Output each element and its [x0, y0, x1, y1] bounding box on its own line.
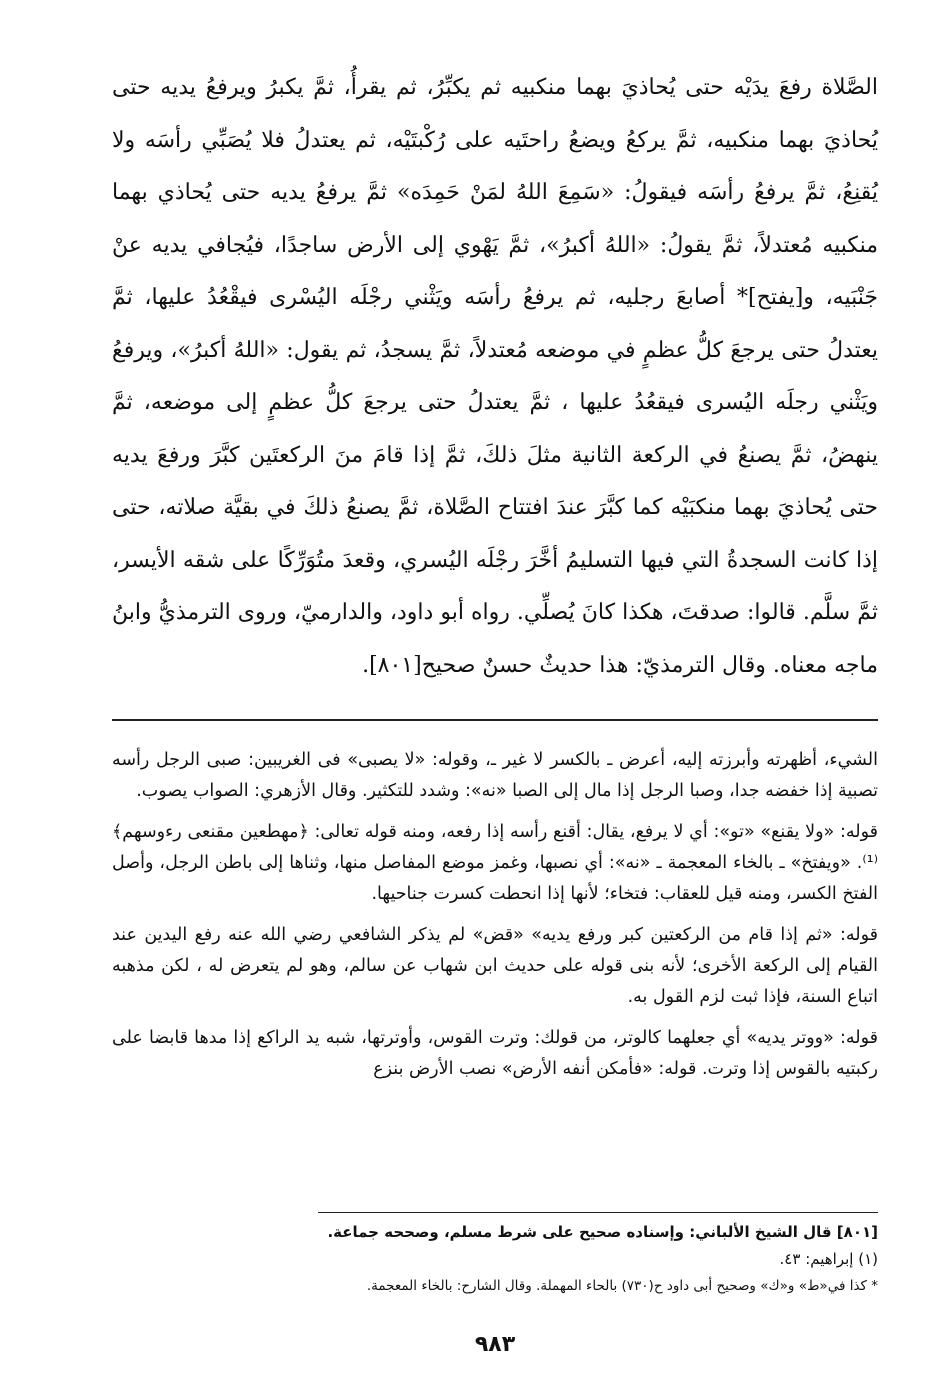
main-text-block: [112, 62, 878, 692]
footnotes-block: [112, 1212, 878, 1300]
commentary-block: [112, 745, 878, 1095]
footnote-hadith-reference: [٨٠١] قال الشيخ الألباني: وإسناده صحيح على شرط مسلم، وصححه جماعة.: [327, 1223, 878, 1241]
commentary-paragraph-2: قوله: «ولا يقنع» «تو»: أي لا يرفع، يقال: أقنع رأسه إذا رفعه، ومنه قوله تعالى: ﴿مهطعين مقنعى رءوسهم﴾⁽¹⁾. «ويفتخ» ـ بالخاء المعجمة ـ «نه»: أي نصبها، وغمز موضع المفاصل منها، وثناها إلى باطن الرجل، وأصل الفتخ الكسر، ومنه قيل للعقاب: فتخاء؛ لأنها إذا انحطت كسرت جناحيها.: [112, 822, 878, 904]
main-paragraph: الصَّلاة رفعَ يدَيْه حتى يُحاذيَ بهما منكبيه ثم يكبِّرُ، ثم يقرأُ، ثمَّ يكبرُ ويرفعُ يديه حتى يُحاذيَ بهما منكبيه، ثمَّ يركعُ ويضعُ راحتَيه على رُكْبتَيْه، ثم يعتدلُ فلا يُصَبِّي رأسَه ولا يُقنِعُ، ثمَّ يرفعُ رأسَه فيقولُ: «سَمِعَ اللهُ لمَنْ حَمِدَه» ثمَّ يرفعُ يديه حتى يُحاذي بهما منكبيه مُعتدلاً، ثمَّ يقولُ: «اللهُ أكبرُ»، ثمَّ يَهْوي إلى الأرض ساجدًا، فيُجافي يديه عنْ جَنْبَيه، و[يفتح]* أصابعَ رجليه، ثم يرفعُ رأسَه ويَثْني رجْلَه اليُسْرى فيقْعُدُ عليها، ثمَّ يعتدلُ حتى يرجعَ كلُّ عظمٍ في موضعه مُعتدلاً، ثمَّ يسجدُ، ثم يقول: «اللهُ أكبرُ»، ويرفعُ ويَثْني رجلَه اليُسرى فيقعُدُ عليها ، ثمَّ يعتدلُ حتى يرجعَ كلُّ عظمٍ إلى موضعه، ثمَّ ينهضُ، ثمَّ يصنعُ في الركعة الثانية مثلَ ذلكَ، ثمَّ إذا قامَ منَ الركعتَين كبَّرَ ورفعَ يديه حتى يُحاذيَ بهما منكبَيْه كما كبَّرَ عندَ افتتاح الصَّلاة، ثمَّ يصنعُ ذلكَ في بقيَّة صلاته، حتى إذا كانت السجدةُ التي فيها التسليمُ أخَّرَ رجْلَه اليُسري، وقعدَ متُوَرِّكًا على شقه الأيسر، ثمَّ سلَّم. قالوا: صدقتَ، هكذا كانَ يُصلِّي. رواه أبو داود، والدارميّ، وروى الترمذيُّ وابنُ ماجه معناه. وقال الترمذيّ: هذا حديثٌ حسنٌ صحيح[٨٠١].: [112, 75, 878, 678]
footnote-variant-note: * كذا في«ط» و«ك» وصحيح أبى داود ح(٧٣٠) بالحاء المهملة. وقال الشارح: بالخاء المعجمة.: [366, 1278, 878, 1294]
footnote-rule: [318, 1212, 878, 1213]
commentary-paragraph-3: قوله: «ثم إذا قام من الركعتين كبر ورفع يديه» «قض» لم يذكر الشافعي رضي الله عنه رفع اليدين عند القيام إلى الركعة الأخرى؛ لأنه بنى قوله على حديث ابن شهاب عن سالم، وهو لم يتعرض له ، لكن مذهبه اتباع السنة، فإذا ثبت لزم القول به.: [112, 925, 878, 1007]
commentary-paragraph-4: قوله: «ووتر يديه» أي جعلهما كالوتر، من قولك: وترت القوس، وأوترتها، شبه يد الراكع إذا مدها قابضا على ركبتيه بالقوس إذا وترت. قوله: «فأمكن أنفه الأرض» نصب الأرض بنزع: [112, 1028, 878, 1079]
separator-rule: [112, 719, 878, 721]
commentary-paragraph-1: الشيء، أظهرته وأبرزته إليه، أعرض ـ بالكسر لا غير ـ، وقوله: «لا يصبى» فى الغريبين: صبى الرجل رأسه تصبية إذا خفضه جدا، وصبا الرجل إذا مال إلى الصبا «نه»: وشدد للتكثير. وقال الأزهري: الصواب يصوب.: [112, 750, 878, 801]
footnote-quran-reference: (١) إبراهيم: ٤٣.: [779, 1250, 878, 1268]
page-number: ٩٨٣: [474, 1332, 516, 1357]
book-page: [112, 62, 878, 1382]
